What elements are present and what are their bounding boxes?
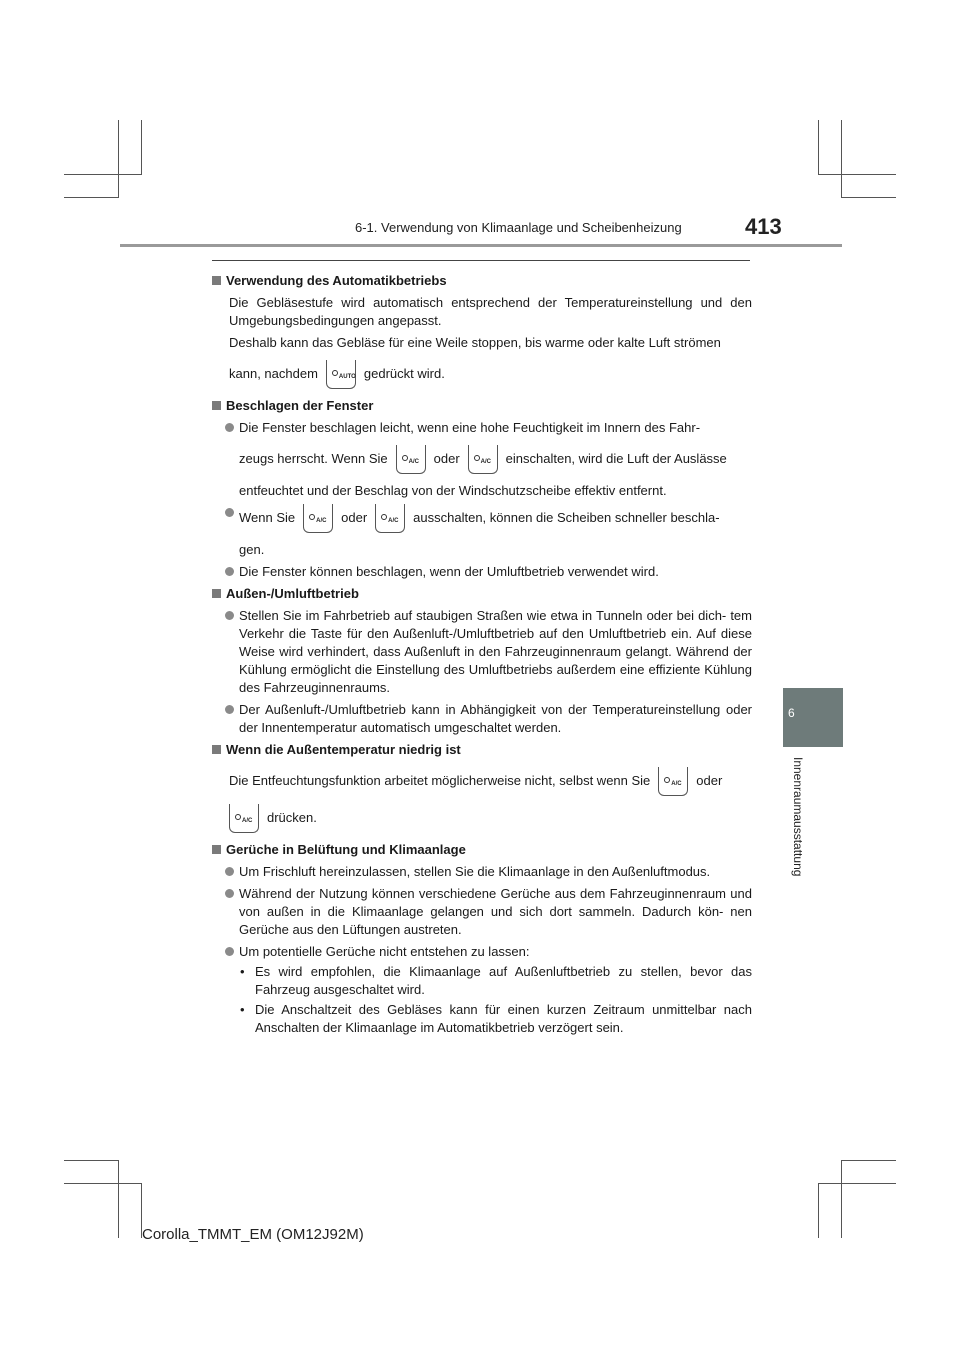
paragraph: Deshalb kann das Gebläse für eine Weile stoppen, bis warme oder kalte Luft strömen [229, 335, 721, 350]
button-label: A/C [408, 459, 419, 465]
crop-mark [841, 1160, 896, 1161]
chapter-title: Innenraumausstattung [791, 757, 805, 877]
text: ausschalten, können die Scheiben schneller beschla- [413, 509, 720, 525]
section-heading: Wenn die Außentemperatur niedrig ist [212, 741, 752, 759]
text: oder [433, 450, 460, 466]
bullet-icon [225, 567, 234, 576]
list-item [212, 563, 752, 581]
page-number: 413 [745, 214, 782, 239]
button-label: A/C [242, 818, 253, 824]
bullet-icon [225, 508, 234, 517]
text: Die Fenster können beschlagen, wenn der Umluftbetrieb verwendet wird. [239, 564, 659, 579]
paragraph [212, 360, 752, 389]
list-item [212, 863, 752, 881]
button-label: AUTO [338, 374, 356, 380]
crop-mark [841, 1160, 842, 1238]
section-heading: Gerüche in Belüftung und Klimaanlage [212, 841, 752, 859]
button-label: A/C [671, 781, 682, 787]
crop-mark [118, 120, 119, 198]
button-label: A/C [388, 518, 399, 524]
text: entfeuchtet und der Beschlag von der Windschutzscheibe effektiv entfernt. [239, 483, 667, 498]
section-heading: Beschlagen der Fenster [212, 397, 752, 415]
list-item [212, 607, 752, 697]
ac-button-icon [229, 804, 259, 833]
crop-mark [818, 1183, 819, 1238]
text: einschalten, wird die Luft der Auslässe [505, 450, 727, 466]
paragraph [212, 767, 752, 796]
crop-mark [64, 1160, 119, 1161]
list-item [212, 885, 752, 939]
ac-button-icon [658, 767, 688, 796]
crop-mark [841, 120, 842, 198]
ac-button-icon [303, 504, 333, 533]
ac-button-icon [396, 445, 426, 474]
crop-mark [841, 197, 896, 198]
text: oder [341, 509, 368, 525]
text: gen. [239, 542, 265, 557]
ac-button-icon [468, 445, 498, 474]
bullet-icon [225, 947, 234, 956]
crop-mark [818, 174, 896, 175]
text: Um Frischluft hereinzulassen, stellen Sie die Klimaanlage in den Außenluftmodus. [239, 864, 711, 879]
crop-mark [118, 1160, 119, 1238]
text: zeugs herrscht. Wenn Sie [239, 450, 388, 466]
crop-mark [64, 1183, 142, 1184]
ac-button-icon [375, 504, 405, 533]
header-rule [120, 244, 842, 247]
main-content [212, 268, 752, 1037]
paragraph [212, 804, 752, 833]
text: Die Entfeuchtungsfunktion arbeitet möglicherweise nicht, selbst wenn Sie [229, 772, 651, 788]
bullet-icon [225, 867, 234, 876]
chapter-number: 6 [788, 706, 795, 720]
bullet-icon [225, 889, 234, 898]
text: Um potentielle Gerüche nicht entstehen zu lassen: [239, 944, 530, 959]
text: oder [696, 772, 723, 788]
bullet-icon [225, 611, 234, 620]
text: Der Außenluft-/Umluftbetrieb kann in Abhängigkeit von der Temperatureinstellung oder der Innentemperatur automatisch umgeschaltet werden. [239, 702, 752, 735]
footer-document-id: Corolla_TMMT_EM (OM12J92M) [142, 1226, 364, 1243]
button-label: A/C [480, 459, 491, 465]
text: Wenn Sie [239, 509, 296, 525]
text: kann, nachdem [229, 365, 318, 381]
list-item [212, 701, 752, 737]
divider [212, 260, 750, 261]
sub-list-item: • Es wird empfohlen, die Klimaanlage auf Außenluftbetrieb zu stellen, bevor das Fahrzeug ausgeschaltet wird. [212, 963, 752, 999]
section-heading: Verwendung des Automatikbetriebs [212, 272, 752, 290]
crop-mark [64, 197, 119, 198]
list-item [212, 504, 752, 559]
text: Die Fenster beschlagen leicht, wenn eine hohe Feuchtigkeit im Innern des Fahr- [239, 420, 701, 435]
list-item [212, 943, 752, 961]
list-item [212, 419, 752, 500]
text: drücken. [267, 809, 317, 825]
paragraph: Die Gebläsestufe wird automatisch entsprechend der Temperatureinstellung und den Umgebungsbedingungen angepasst. [229, 295, 752, 328]
crop-mark [818, 1183, 896, 1184]
bullet-icon [225, 705, 234, 714]
crop-mark [141, 120, 142, 175]
sub-list-item: • Die Anschaltzeit des Gebläses kann für einen kurzen Zeitraum unmittelbar nach Anschalten der Klimaanlage im Automatikbetrieb verzögert sein. [212, 1001, 752, 1037]
text: Während der Nutzung können verschiedene Gerüche aus dem Fahrzeuginnenraum und von außen in die Klimaanlage gelangen und sich dort sammeln. Dadurch kön- nen Gerüche aus den Lüftungen austreten. [239, 886, 752, 937]
button-label: A/C [316, 518, 327, 524]
crop-mark [818, 120, 819, 175]
section-header-title: 6-1. Verwendung von Klimaanlage und Scheibenheizung [355, 220, 682, 235]
crop-mark [64, 174, 142, 175]
text: gedrückt wird. [363, 365, 445, 381]
chapter-tab [783, 688, 843, 747]
text: Stellen Sie im Fahrbetrieb auf staubigen Straßen wie etwa in Tunneln oder bei dich- tem Verkehr die Taste für den Außenluft-/Umluftbetrieb auf den Umluftbetrieb ein. Auf diese Weise wird verhindert, dass Außenluft in den Fahrzeuginnenraum gelangt. Während der Kühlung ermöglicht die Einstellung des Umluftbetriebs außerdem eine effiziente Kühlung des Fahrzeuginnenraums. [239, 608, 752, 695]
section-heading: Außen-/Umluftbetrieb [212, 585, 752, 603]
auto-button-icon [326, 360, 356, 389]
bullet-icon [225, 423, 234, 432]
